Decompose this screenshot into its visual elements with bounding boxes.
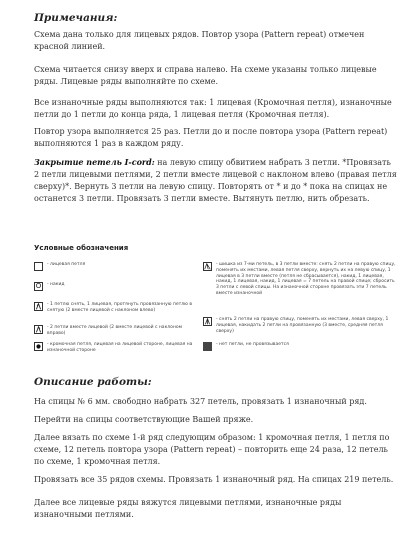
k2tog-right-icon	[34, 302, 43, 311]
legend-text: - накид	[47, 282, 65, 287]
s2kp-icon	[203, 317, 212, 326]
icord-text: на левую спицу обвитием набрать 3 петли. *Провязать 2 петли лицевыми петлями, 2 петли вместе лицевой с наклоном влево (правая петля сверху)*. Вернуть 3 петли на левую спицу. Повторять от * и до * пока на спицах не останется 3 петли. Провязать 3 петли вместе. Вытянуть петлю, нить обрезать.	[34, 158, 397, 203]
legend-item-knit	[34, 262, 194, 271]
notes-paragraph-4: Повтор узора выполняется 25 раз. Петли до и после повтора узора (Pattern repeat) выполняются 1 раз в каждом ряду.	[34, 127, 388, 148]
legend-text: - кромочная петля, лицевая на лицевой стороне, лицевая на изнаночной стороне	[47, 342, 193, 353]
legend-item-bobble	[203, 262, 398, 297]
notes-paragraph-2: Схема читается снизу вверх и справа налево. На схеме указаны только лицевые ряды. Лицевые ряды выполняйте по схеме.	[34, 65, 377, 86]
legend-item-yarn-over	[34, 282, 194, 291]
icord-lead: Закрытие петель I-cord:	[34, 157, 155, 167]
dot-icon	[34, 342, 43, 351]
description-paragraph-5: Далее все лицевые ряды вяжутся лицевыми петлями, изнаночные ряды изнаночными петлями.	[34, 498, 342, 519]
k2tog-left-icon	[34, 325, 43, 334]
notes-paragraph-icord	[34, 156, 398, 205]
cable-7-icon	[203, 262, 212, 271]
no-stitch-icon	[203, 342, 212, 351]
description-paragraph-1: На спицы № 6 мм. свободно набрать 327 петель, провязать 1 изнаночный ряд.	[34, 397, 367, 406]
legend-text: - снять 2 петли на правую спицу, поменять их местами, левая сверху, 1 лицевая, накидать 2 петли на провязанную (3 вместе, средняя петля сверху)	[216, 317, 389, 334]
legend-text: - 1 петлю снять, 1 лицевая, протянуть провязанную петлю в снятую (2 вместе лицевой с наклоном влево)	[47, 302, 193, 313]
legend-item-selvedge	[34, 342, 194, 354]
description-heading: Описание работы:	[34, 376, 152, 388]
legend-title: Условные обозначения	[34, 244, 129, 252]
notes-paragraph-3: Все изнаночные ряды выполняются так: 1 лицевая (Кромочная петля), изнаночные петли до 1 петли до конца ряда, 1 лицевая петля (Кромочная петля).	[34, 98, 392, 119]
legend-item-ssk	[34, 302, 194, 314]
description-paragraph-4: Провязать все 35 рядов схемы. Провязать 1 изнаночный ряд. На спицах 219 петель.	[34, 475, 394, 484]
legend-item-s2kp	[203, 317, 398, 334]
legend-text: - 2 петли вместе лицевой (2 вместе лицевой с наклоном вправо)	[47, 325, 183, 336]
description-paragraph-3: Далее вязать по схеме 1-й ряд следующим образом: 1 кромочная петля, 1 петля по схеме, 12 петель повтора узора (Pattern repeat) – повторить еще 24 раза, 12 петель по схеме, 1 кромочная петля.	[34, 433, 390, 466]
legend-text: - нет петли, не провязывается	[216, 342, 289, 347]
notes-heading: Примечания:	[34, 12, 118, 24]
description-paragraph-2: Перейти на спицы соответствующие Вашей пряже.	[34, 415, 254, 424]
legend-item-k2tog	[34, 325, 194, 337]
legend-text: - лицевая петля	[47, 262, 86, 267]
yarn-over-icon: O	[35, 282, 42, 290]
empty-square-icon	[34, 262, 43, 271]
legend-item-no-stitch	[203, 342, 398, 351]
legend-text: - шишка из 7-ми петель, в 3 петли вместе: снять 2 петли на правую спицу, поменять их местами, левая петля сверху, вернуть их на левую спицу, 1 лицевая в 3 петли вместе (петля не сбрасывается), накид, 1 лицевая, накид, 1 лицевая, накид, 1 лицевая = 7 петель на правой спице; сбросить 3 петли с левой спицы. На изнаночной стороне провязать эти 7 петель вместе изнаночной	[216, 262, 396, 296]
notes-paragraph-1: Схема дана только для лицевых рядов. Повтор узора (Pattern repeat) отмечен красной линией.	[34, 30, 365, 51]
